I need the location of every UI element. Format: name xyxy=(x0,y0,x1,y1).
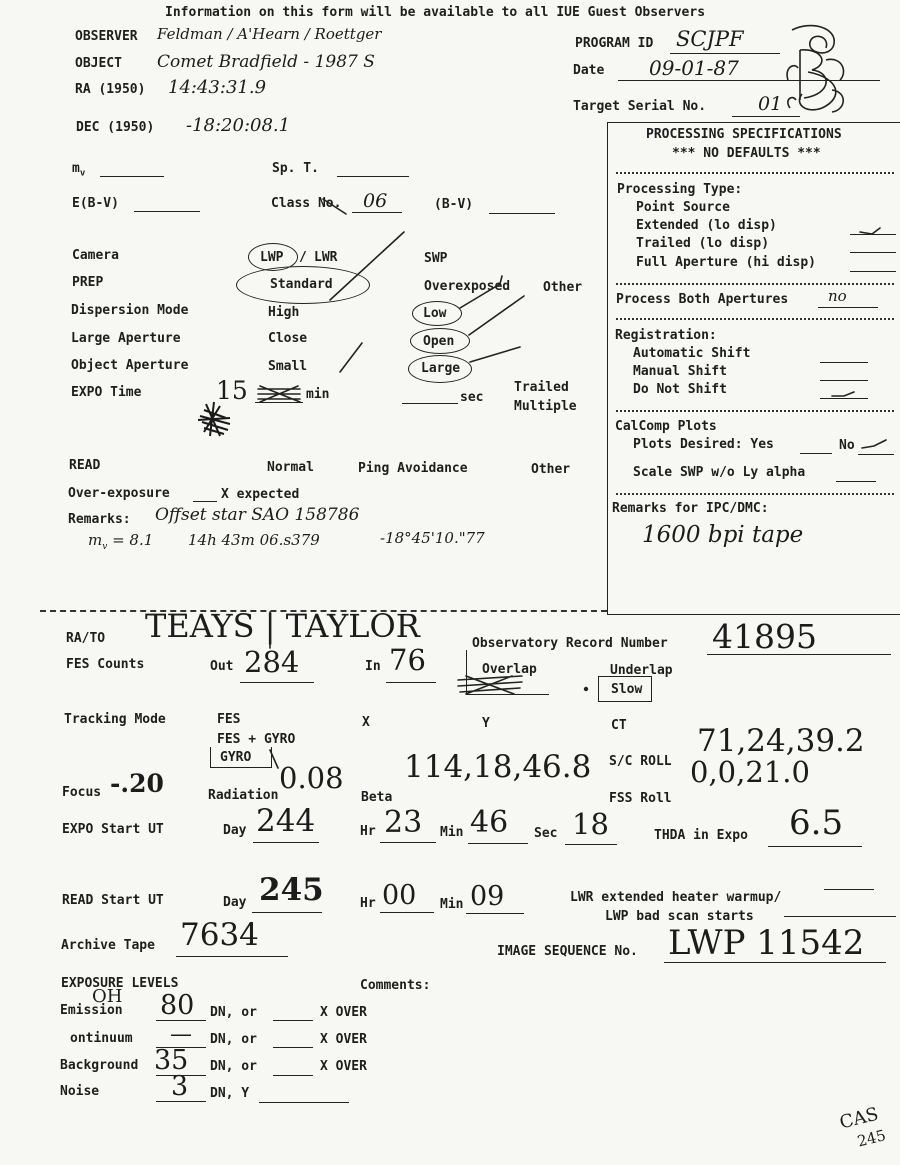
expo-sec-value: 18 xyxy=(572,807,609,841)
read-hr-label: Hr xyxy=(360,896,376,911)
archive-tape-label: Archive Tape xyxy=(61,938,155,953)
processing-type-label: Processing Type: xyxy=(617,182,743,197)
overexposure-suffix: X expected xyxy=(221,487,300,502)
tracking-x: X xyxy=(362,715,370,730)
read-label: READ xyxy=(69,458,101,473)
expo-time-label: EXPO Time xyxy=(71,385,142,400)
date-value: 09-01-87 xyxy=(649,56,739,80)
tracking-gyro: GYRO xyxy=(220,750,252,765)
continuum-dn-or: DN, or xyxy=(210,1032,257,1047)
background-label: Background xyxy=(60,1058,139,1073)
radiation-label: Radiation xyxy=(208,788,279,803)
ra-to-label: RA/TO xyxy=(66,631,106,646)
class-no-label: Class No. xyxy=(271,196,342,211)
do-not-shift: Do Not Shift xyxy=(633,382,727,397)
emission-label: Emission xyxy=(60,1003,123,1018)
beta-value: 114,18,46.8 xyxy=(404,749,592,785)
prep-standard: Standard xyxy=(270,277,333,292)
plots-desired-yes: Plots Desired: Yes xyxy=(633,437,774,452)
dec-label: DEC (1950) xyxy=(76,120,155,135)
corner-note-line-1: CAS xyxy=(837,1103,881,1134)
continuum-value: — xyxy=(170,1022,192,1047)
sc-roll-label: S/C ROLL xyxy=(609,754,672,769)
focus-value: -.20 xyxy=(110,769,164,798)
thda-value: 6.5 xyxy=(789,803,844,843)
processing-title: PROCESSING SPECIFICATIONS xyxy=(646,127,842,142)
remarks-ra: 14h 43m 06.s379 xyxy=(188,531,320,549)
mv-label: $m_v$ xyxy=(72,161,86,179)
tracking-ct: CT xyxy=(611,718,627,733)
ra-value: 14:43:31.9 xyxy=(168,77,267,98)
manual-shift: Manual Shift xyxy=(633,364,727,379)
full-aperture-hi-disp: Full Aperture (hi disp) xyxy=(636,255,817,270)
remarks-ipc-label: Remarks for IPC/DMC: xyxy=(612,501,769,516)
radiation-value: 0.08 xyxy=(279,761,344,795)
date-label: Date xyxy=(573,63,605,78)
beta-label: Beta xyxy=(361,790,393,805)
read-start-label: READ Start UT xyxy=(62,893,164,908)
large-aperture-close: Close xyxy=(268,331,308,346)
registration-label: Registration: xyxy=(615,328,717,343)
oh-annotation: OH xyxy=(92,986,123,1007)
observer-label: OBSERVER xyxy=(75,29,138,44)
focus-label: Focus xyxy=(62,785,102,800)
continuum-label: ontinuum xyxy=(70,1031,133,1046)
expo-min-label: Min xyxy=(440,825,464,840)
bv-label: (B-V) xyxy=(434,197,474,212)
point-source: Point Source xyxy=(636,200,730,215)
noise-label: Noise xyxy=(60,1084,100,1099)
thda-label: THDA in Expo xyxy=(654,828,748,843)
object-value: Comet Bradfield - 1987 S xyxy=(157,52,375,72)
form-notice: Information on this form will be available to all IUE Guest Observers xyxy=(165,5,706,20)
image-seq-label: IMAGE SEQUENCE No. xyxy=(497,944,638,959)
dispersion-label: Dispersion Mode xyxy=(71,303,189,318)
read-min-value: 09 xyxy=(470,881,505,912)
camera-lwp: LWP xyxy=(260,250,284,265)
fss-roll-label: FSS Roll xyxy=(609,791,672,806)
remarks-ipc-value: 1600 bpi tape xyxy=(642,522,804,548)
emission-value: 80 xyxy=(160,990,195,1021)
background-value: 35 xyxy=(154,1045,189,1076)
remarks-label: Remarks: xyxy=(68,512,131,527)
dec-value: -18:20:08.1 xyxy=(186,115,291,136)
continuum-x-over: X OVER xyxy=(320,1032,367,1047)
read-day-label: Day xyxy=(223,895,247,910)
expo-day-label: Day xyxy=(223,823,247,838)
large-aperture-label: Large Aperture xyxy=(71,331,181,346)
fss-roll-value: 0,0,21.0 xyxy=(690,755,810,789)
obs-record-value: 41895 xyxy=(712,617,817,656)
background-dn-or: DN, or xyxy=(210,1059,257,1074)
corner-note-line-2: 245 xyxy=(855,1126,888,1151)
process-both-apertures: Process Both Apertures xyxy=(616,292,789,307)
large-aperture-open: Open xyxy=(423,334,455,349)
noise-value: 3 xyxy=(171,1071,189,1102)
remarks-dec: -18°45'10."77 xyxy=(380,529,485,547)
program-id-value: SCJPF xyxy=(676,27,744,51)
expo-min-value: 46 xyxy=(470,805,509,840)
trailed-lo-disp: Trailed (lo disp) xyxy=(636,236,770,251)
read-day-value: 245 xyxy=(259,872,324,908)
tracking-fes: FES xyxy=(217,712,241,727)
fes-overlap: Overlap xyxy=(482,662,537,677)
read-min-label: Min xyxy=(440,897,464,912)
read-normal: Normal xyxy=(267,460,314,475)
emission-x-over: X OVER xyxy=(320,1005,367,1020)
object-aperture-small: Small xyxy=(268,359,308,374)
calcomp-plots: CalComp Plots xyxy=(615,419,717,434)
remarks-line-1: Offset star SAO 158786 xyxy=(155,505,360,525)
process-both-value: no xyxy=(828,287,847,305)
sc-roll-value: 71,24,39.2 xyxy=(697,723,865,759)
lwr-heater-line-2: LWP bad scan starts xyxy=(605,909,754,924)
plots-desired-no: No xyxy=(839,438,855,453)
expo-start-label: EXPO Start UT xyxy=(62,822,164,837)
fes-out-label: Out xyxy=(210,659,234,674)
expo-time-sec: sec xyxy=(460,390,484,405)
archive-tape-value: 7634 xyxy=(180,917,259,953)
fes-out-value: 284 xyxy=(244,645,300,679)
ra-label: RA (1950) xyxy=(75,82,146,97)
background-x-over: X OVER xyxy=(320,1059,367,1074)
read-other: Other xyxy=(531,462,571,477)
expo-hr-label: Hr xyxy=(360,824,376,839)
extended-lo-disp: Extended (lo disp) xyxy=(636,218,777,233)
fes-underlap: Underlap xyxy=(610,663,673,678)
expo-trailed: Trailed xyxy=(514,380,569,395)
dispersion-low: Low xyxy=(423,306,447,321)
expo-sec-label: Sec xyxy=(534,826,558,841)
camera-swp: SWP xyxy=(424,251,448,266)
remarks-mv: $m_v = 8.1$ xyxy=(88,531,154,552)
expo-time-min: min xyxy=(306,387,330,402)
obs-record-label: Observatory Record Number xyxy=(472,636,668,651)
object-aperture-label: Object Aperture xyxy=(71,358,189,373)
exposure-levels-title: EXPOSURE LEVELS xyxy=(61,976,179,991)
dispersion-high: High xyxy=(268,305,300,320)
scale-swp: Scale SWP w/o Ly alpha xyxy=(633,465,806,480)
fes-slow: Slow xyxy=(611,682,643,697)
object-label: OBJECT xyxy=(75,56,122,71)
ebv-label: E(B-V) xyxy=(72,196,119,211)
prep-overexposed: Overexposed xyxy=(424,279,511,294)
fes-in-value: 76 xyxy=(389,643,426,677)
expo-day-value: 244 xyxy=(256,803,316,839)
program-id-label: PROGRAM ID xyxy=(575,36,654,51)
class-no-value: 06 xyxy=(363,190,388,212)
observer-value: Feldman / A'Hearn / Roettger xyxy=(157,25,382,43)
target-serial-value: 01 xyxy=(758,93,783,115)
noise-dn-y: DN, Y xyxy=(210,1086,250,1101)
read-ping-avoidance: Ping Avoidance xyxy=(358,461,468,476)
prep-other: Other xyxy=(543,280,583,295)
lwr-heater-line-1: LWR extended heater warmup/ xyxy=(570,890,782,905)
expo-hr-value: 23 xyxy=(384,805,423,840)
fes-in-label: In xyxy=(365,659,381,674)
ra-to-value: TEAYS | TAYLOR xyxy=(145,607,420,645)
expo-time-value: 15 xyxy=(216,376,248,405)
image-seq-value: LWP 11542 xyxy=(668,923,865,963)
exposure-comments: Comments: xyxy=(360,978,431,993)
object-aperture-large: Large xyxy=(421,361,461,376)
camera-label: Camera xyxy=(72,248,119,263)
tracking-mode-label: Tracking Mode xyxy=(64,712,166,727)
tracking-fes-gyro: FES + GYRO xyxy=(217,732,296,747)
emission-dn-or: DN, or xyxy=(210,1005,257,1020)
fes-counts-label: FES Counts xyxy=(66,657,145,672)
sp-t-label: Sp. T. xyxy=(272,161,319,176)
camera-sep: / xyxy=(299,250,307,265)
read-hr-value: 00 xyxy=(382,880,417,911)
expo-multiple: Multiple xyxy=(514,399,577,414)
tracking-y: Y xyxy=(482,716,490,731)
camera-lwr: LWR xyxy=(314,250,338,265)
automatic-shift: Automatic Shift xyxy=(633,346,751,361)
target-serial-label: Target Serial No. xyxy=(573,99,707,114)
processing-no-defaults: *** NO DEFAULTS *** xyxy=(672,146,821,161)
overexposure-label: Over-exposure xyxy=(68,486,170,501)
prep-label: PREP xyxy=(72,275,104,290)
